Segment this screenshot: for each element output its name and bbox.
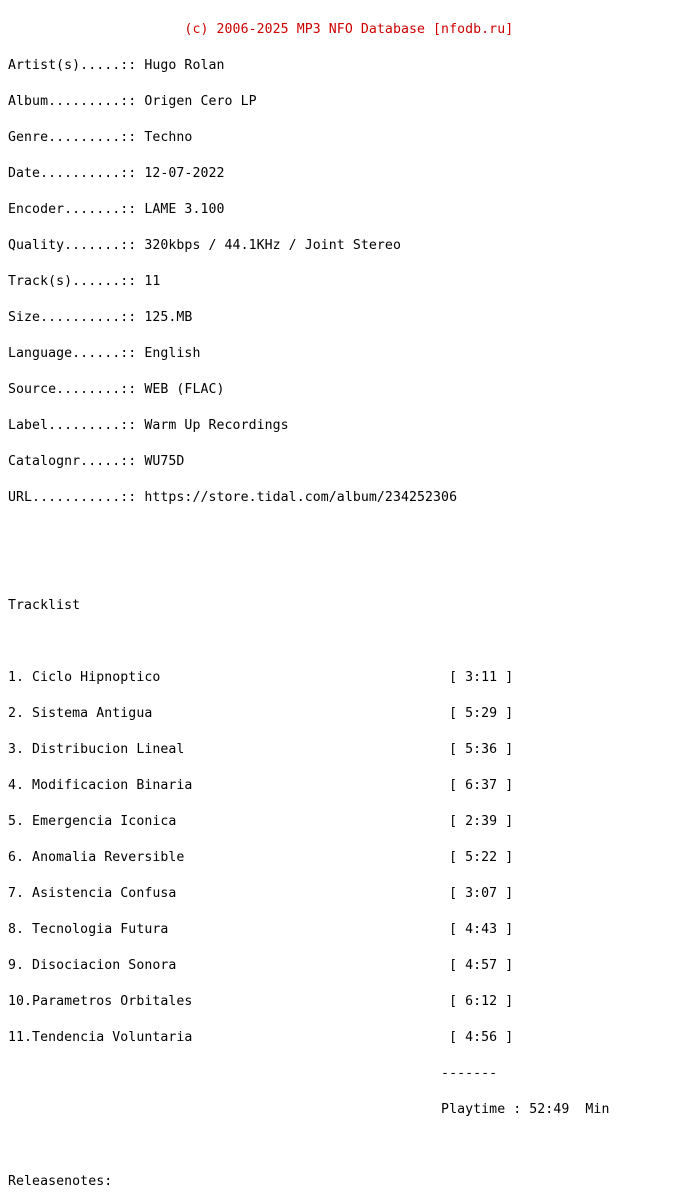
info-catalognr: Catalognr.....:: WU75D xyxy=(8,454,185,469)
info-language: Language......:: English xyxy=(8,346,201,361)
track-row: 2. Sistema Antigua [ 5:29 ] xyxy=(8,706,514,721)
info-tracks: Track(s)......:: 11 xyxy=(8,274,161,289)
nfo-header: (c) 2006-2025 MP3 NFO Database [nfodb.ru] xyxy=(8,22,514,37)
track-row: 6. Anomalia Reversible [ 5:22 ] xyxy=(8,850,514,865)
info-genre: Genre.........:: Techno xyxy=(8,130,193,145)
track-row: 11.Tendencia Voluntaria [ 4:56 ] xyxy=(8,1030,514,1045)
info-encoder: Encoder.......:: LAME 3.100 xyxy=(8,202,225,217)
info-date: Date..........:: 12-07-2022 xyxy=(8,166,225,181)
playtime-total: Playtime : 52:49 Min xyxy=(8,1102,610,1117)
tracklist-title: Tracklist xyxy=(8,598,81,613)
blank-line xyxy=(8,636,680,648)
total-separator: ------- xyxy=(8,1066,498,1081)
info-url: URL...........:: https://store.tidal.com/album/234252306 xyxy=(8,490,458,505)
blank-line xyxy=(8,564,680,576)
info-source: Source........:: WEB (FLAC) xyxy=(8,382,225,397)
info-label: Label.........:: Warm Up Recordings xyxy=(8,418,289,433)
track-row: 10.Parametros Orbitales [ 6:12 ] xyxy=(8,994,514,1009)
track-row: 4. Modificacion Binaria [ 6:37 ] xyxy=(8,778,514,793)
blank-line xyxy=(8,1140,680,1152)
nfo-document xyxy=(8,0,680,1200)
info-album: Album.........:: Origen Cero LP xyxy=(8,94,257,109)
track-row: 8. Tecnologia Futura [ 4:43 ] xyxy=(8,922,514,937)
info-size: Size..........:: 125.MB xyxy=(8,310,193,325)
blank-line xyxy=(8,528,680,540)
info-artist: Artist(s).....:: Hugo Rolan xyxy=(8,58,225,73)
track-row: 9. Disociacion Sonora [ 4:57 ] xyxy=(8,958,514,973)
track-row: 1. Ciclo Hipnoptico [ 3:11 ] xyxy=(8,670,514,685)
track-row: 3. Distribucion Lineal [ 5:36 ] xyxy=(8,742,514,757)
track-row: 5. Emergencia Iconica [ 2:39 ] xyxy=(8,814,514,829)
info-quality: Quality.......:: 320kbps / 44.1KHz / Joint Stereo xyxy=(8,238,401,253)
track-row: 7. Asistencia Confusa [ 3:07 ] xyxy=(8,886,514,901)
releasenotes-title: Releasenotes: xyxy=(8,1174,113,1189)
